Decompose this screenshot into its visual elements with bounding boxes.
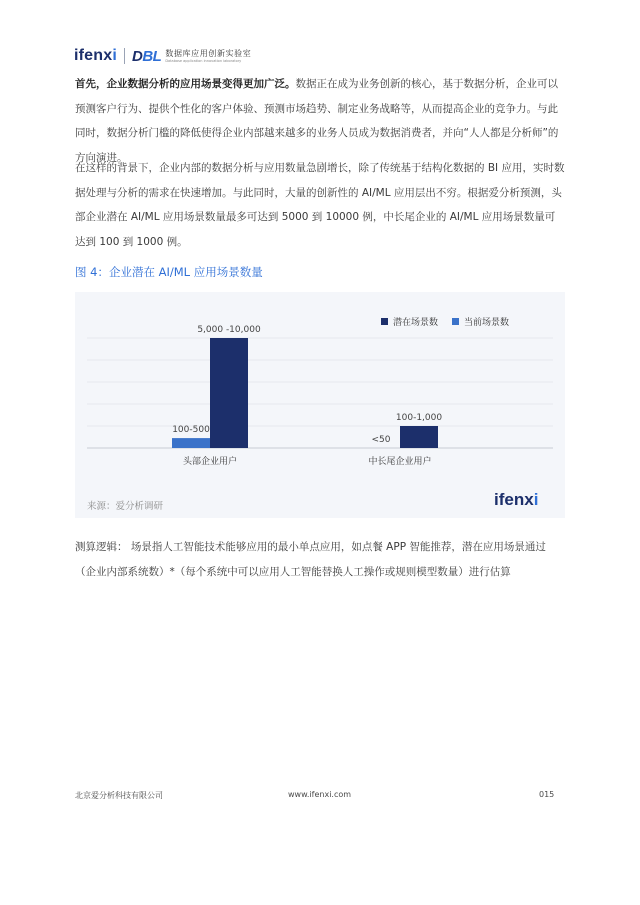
bar-chart [75, 292, 565, 518]
footer-company: 北京爱分析科技有限公司 [75, 791, 163, 800]
page-header [74, 44, 251, 68]
data-label-potential-2: 100-1,000 [395, 413, 443, 423]
calculation-note: 测算逻辑： 场景指人工智能技术能够应用的最小单点应用，如点餐 APP 智能推荐，潜在应用场景通过（企业内部系统数）*（每个系统中可以应用人工智能替换人工操作或规则模型数量）进行估算 [75, 541, 546, 578]
legend-swatch-2 [452, 318, 459, 325]
footer-page-number: 015 [539, 790, 555, 799]
dbl-logo: DBL [132, 47, 162, 65]
data-label-current-1: 100-500 [172, 425, 210, 436]
footer-website[interactable]: www.ifenxi.com [288, 790, 352, 799]
bar-current-1 [172, 438, 210, 448]
paragraph-1-body: 数据正在成为业务创新的核心，基于数据分析，企业可以预测客户行为、提供个性化的客户体验、预测市场趋势、制定业务战略等，从而提高企业的竞争力。与此同时，数据分析门槛的降低使得企业内部越来越多的业务人员成为数据消费者，并向“人人都是分析师”的方向演进。 [75, 78, 559, 164]
ifenxi-logo: ifenxi [74, 47, 117, 64]
paragraph-2: 在这样的背景下，企业内部的数据分析与应用数量急剧增长，除了传统基于结构化数据的 BI 应用，实时数据处理与分析的需求在快速增加。与此同时，大量的创新性的 AI/ML 应用层出不穷。根据爱分析预测，头部企业潜在 AI/ML 应用场景数量最多可达到 5000 到 10000 例，中长尾企业的 AI/ML 应用场景数量可达到 100 到 1000 例。 [75, 162, 565, 248]
lab-name [165, 49, 251, 64]
lab-name-en: Database application innovation laboratory [165, 58, 242, 63]
chart-ifenxi-logo: ifenxi [494, 490, 539, 509]
figure-title: 图 4：企业潜在 AI/ML 应用场景数量 [75, 265, 263, 279]
lab-name-cn: 数据库应用创新实验室 [165, 48, 252, 58]
legend-label-1: 潜在场景数 [393, 318, 439, 328]
logo-divider [124, 48, 125, 64]
data-label-potential-1: 5,000 -10,000 [197, 325, 261, 335]
bar-potential-2 [400, 426, 438, 448]
legend-label-2: 当前场景数 [464, 318, 510, 328]
paragraph-1-lead: 首先，企业数据分析的应用场景变得更加广泛。 [75, 78, 296, 90]
category-label-1: 头部企业用户 [182, 457, 238, 467]
data-label-current-2: <50 [371, 435, 391, 445]
bar-potential-1 [210, 338, 248, 448]
legend-swatch-1 [381, 318, 388, 325]
category-label-2: 中长尾企业用户 [368, 457, 432, 467]
chart-source: 来源：爱分析调研 [87, 501, 164, 512]
bar-chart-svg [75, 292, 565, 492]
